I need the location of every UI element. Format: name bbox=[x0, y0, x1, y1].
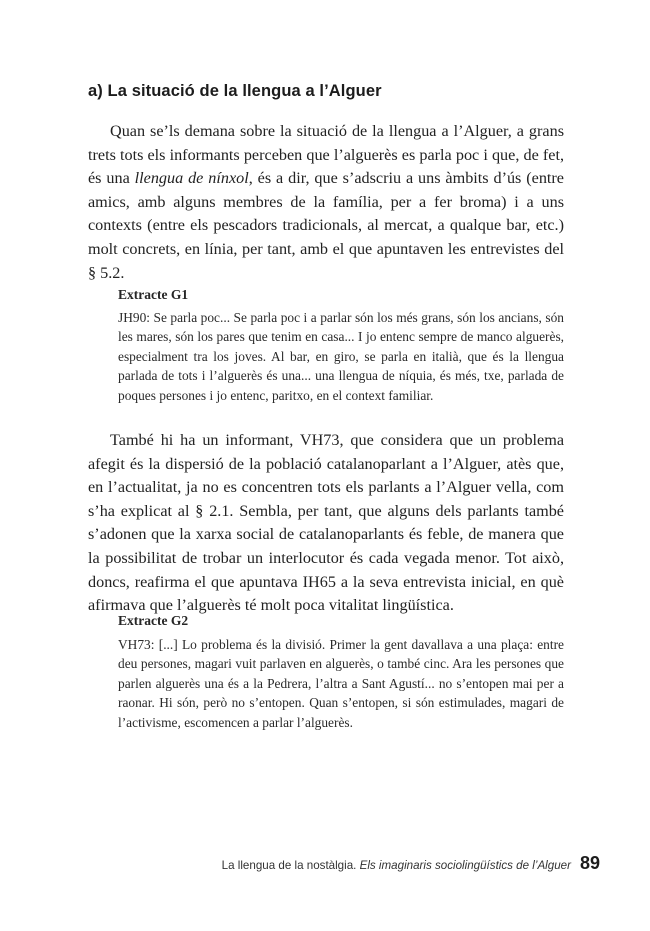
body-paragraph-1 bbox=[88, 120, 564, 285]
extract-title-g1: Extracte G1 bbox=[118, 287, 189, 302]
section-heading: a) La situació de la llengua a l’Alguer bbox=[88, 82, 382, 100]
italic-term: llengua de nínxol bbox=[134, 169, 249, 188]
body-paragraph-2: També hi ha un informant, VH73, que considera que un problema afegit és la dispersió de la població catalanoparlant a l’Alguer, atès que, en l’actualitat, ja no es concentren tots els parlants a l’Alguer vella, com s’ha explicat al § 2.1. Sembla, per tant, que alguns dels parlants també s’adonen que la xarxa social de catalanoparlants és feble, de manera que la possibilitat de trobar un interlocutor és cada vegada menor. Tot això, doncs, reafirma el que apuntava IH65 a la seva entrevista inicial, en què afirmava que l’alguerès té molt poca vitalitat lingüística. bbox=[88, 431, 564, 615]
footer-book-title: Els imaginaris sociolingüístics de l’Alguer bbox=[359, 859, 571, 872]
extract-quote-g1: JH90: Se parla poc... Se parla poc i a parlar són los més grans, són los ancians, són les mares, són los pares que tenim en casa... I jo entenc sempre de manco alguerès, especialment tra los joves. Al bar, en giro, se parla en italià, que és la llengua parlada de tots i l’alguerès és una... una llengua de níquia, és més, txe, parlada de poques persones i jo entenc, paritxo, en el context familiar. bbox=[118, 310, 564, 403]
page-number: 89 bbox=[579, 853, 600, 873]
extract-quote-g2: VH73: [...] Lo problema és la divisió. Primer la gent davallava a una plaça: entre deu persones, magari vuit parlaven en alguerès, o també cinc. Ara les persones que parlen alguerès una és a la Pedrera, l’altra a Sant Agustí... no s’entopen mai per a raonar. Hi són, però no s’entopen. Quan s’entopen, si són estimulades, magari de l’activisme, escomencen a parlar l’alguerès. bbox=[118, 637, 564, 730]
running-footer bbox=[0, 853, 600, 874]
footer-running-title bbox=[222, 859, 571, 872]
footer-lead: La llengua de la nostàlgia. bbox=[221, 859, 360, 872]
extract-title-g2: Extracte G2 bbox=[118, 613, 189, 628]
paragraph-text: Quan se’ls demana sobre la situació de la llengua a l’Alguer, a grans trets tots els informants perceben que l’alguerès es parla poc i que, de fet, és una bbox=[88, 122, 564, 188]
paragraph-text: , és a dir, que s’adscriu a uns àmbits d’ús (entre amics, amb alguns membres de la família, per a fer broma) i a uns contexts (entre els pescadors tradicionals, al mercat, a qualque bar, etc.) molt concrets, en línia, per tant, amb el que apuntaven les entrevistes del § 5.2. bbox=[88, 169, 564, 282]
